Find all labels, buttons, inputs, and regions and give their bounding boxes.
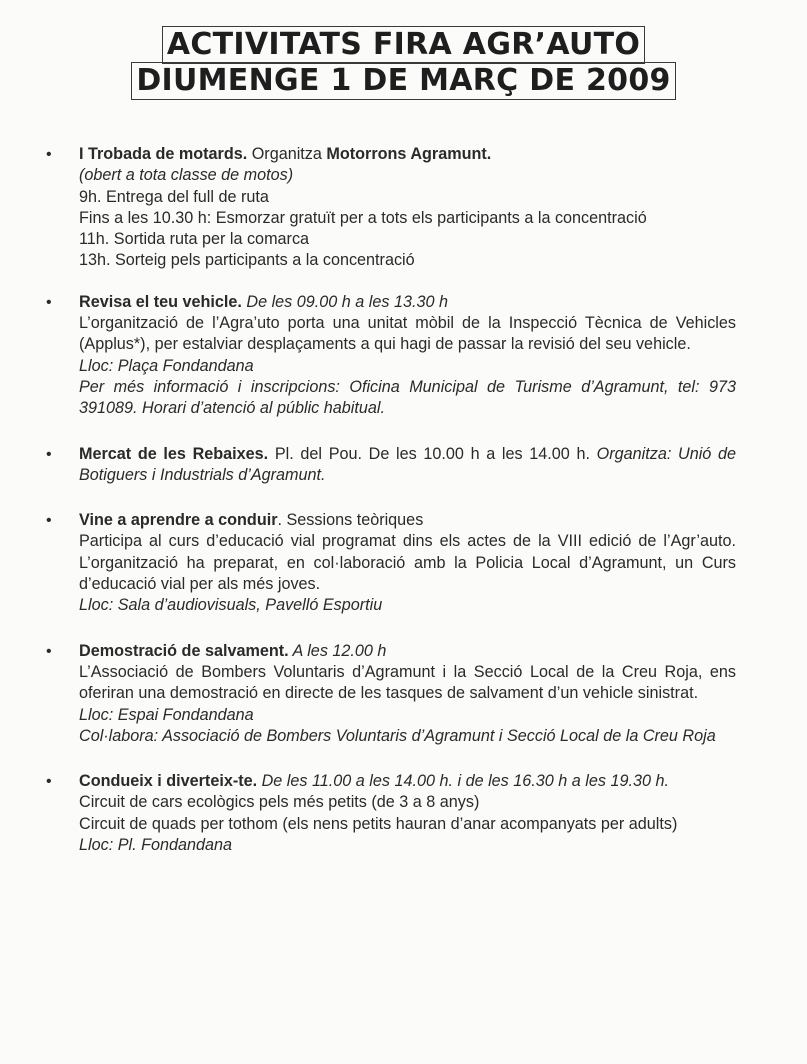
activity-item <box>46 444 736 487</box>
bullet-icon: • <box>46 773 52 791</box>
activity-title: Mercat de les Rebaixes. <box>79 444 269 463</box>
bullet-icon: • <box>46 642 52 660</box>
activity-description: L’Associació de Bombers Voluntaris d’Agramunt i la Secció Local de la Creu Roja, ens oferiran una demostració en directe de les tasques de salvament d’un vehicle sinistrat. <box>79 662 736 703</box>
activity-description: Participa al curs d’educació vial programat dins els actes de la VIII edició de l’Agr’auto. L’organització ha preparat, en col·laboració amb la Policia Local d’Agramunt, un Curs d’educació vial per als més joves. <box>79 532 736 594</box>
schedule-line: 11h. Sortida ruta per la comarca <box>79 230 310 249</box>
activity-item <box>46 771 736 856</box>
activity-details: Pl. del Pou. De les 10.00 h a les 14.00 h. <box>268 444 597 463</box>
activity-subtitle: . Sessions teòriques <box>277 511 424 530</box>
activity-time: De les 09.00 h a les 13.30 h <box>241 292 448 311</box>
activity-location: Lloc: Plaça Fondandana <box>79 356 254 375</box>
activity-item <box>46 641 736 747</box>
activity-detail-line: Circuit de cars ecològics pels més petits (de 3 a 8 anys) <box>79 793 480 812</box>
activity-location: Lloc: Pl. Fondandana <box>79 836 232 855</box>
activity-title: Revisa el teu vehicle. <box>79 292 242 311</box>
title-line-2: DIUMENGE 1 DE MARÇ DE 2009 <box>131 62 675 100</box>
bullet-icon: • <box>46 512 52 530</box>
document-title <box>0 26 807 98</box>
activity-title: Demostració de salvament. <box>79 641 289 660</box>
activity-title: I Trobada de motards. <box>79 145 248 163</box>
activity-title-suffix: Organitza <box>247 145 327 163</box>
schedule-line: 9h. Entrega del full de ruta <box>79 187 269 206</box>
activity-location: Lloc: Espai Fondandana <box>79 705 254 724</box>
activity-location: Lloc: Sala d’audiovisuals, Pavelló Esportiu <box>79 596 383 615</box>
activity-organizer: Motorrons Agramunt. <box>326 145 492 163</box>
activity-detail-line: Circuit de quads per tothom (els nens petits hauran d’anar acompanyats per adults) <box>79 814 678 833</box>
activity-title: Condueix i diverteix-te. <box>79 772 258 791</box>
bullet-icon: • <box>46 445 52 463</box>
activity-item <box>46 144 736 272</box>
bullet-icon: • <box>46 293 52 311</box>
activity-time: A les 12.00 h <box>288 641 387 660</box>
bullet-icon: • <box>46 146 52 163</box>
activity-description: L’organització de l’Agra’uto porta una unitat mòbil de la Inspecció Tècnica de Vehicles (Applus*), per estalviar desplaçaments a qui hagi de passar la revisió del seu vehicle. <box>79 314 736 354</box>
schedule-line: 13h. Sorteig pels participants a la concentració <box>79 251 415 270</box>
activity-info: Per més informació i inscripcions: Oficina Municipal de Turisme d’Agramunt, tel: 973 391089. Horari d’atenció al públic habitual. <box>79 377 736 418</box>
activity-time: De les 11.00 a les 14.00 h. i de les 16.30 h a les 19.30 h. <box>257 772 669 791</box>
activity-note: (obert a tota classe de motos) <box>79 166 294 185</box>
schedule-line: Fins a les 10.30 h: Esmorzar gratuït per a tots els participants a la concentració <box>79 208 647 227</box>
activity-item <box>46 510 736 616</box>
activities-list <box>46 144 736 856</box>
activity-item <box>46 292 736 420</box>
activity-organizer: Organitza: Unió de Botiguers i Industrials d’Agramunt. <box>79 444 736 484</box>
title-line-1: ACTIVITATS FIRA AGR’AUTO <box>162 26 645 64</box>
activity-title: Vine a aprendre a conduir <box>79 511 278 530</box>
activity-collaborator: Col·labora: Associació de Bombers Voluntaris d’Agramunt i Secció Local de la Creu Roja <box>79 726 716 745</box>
